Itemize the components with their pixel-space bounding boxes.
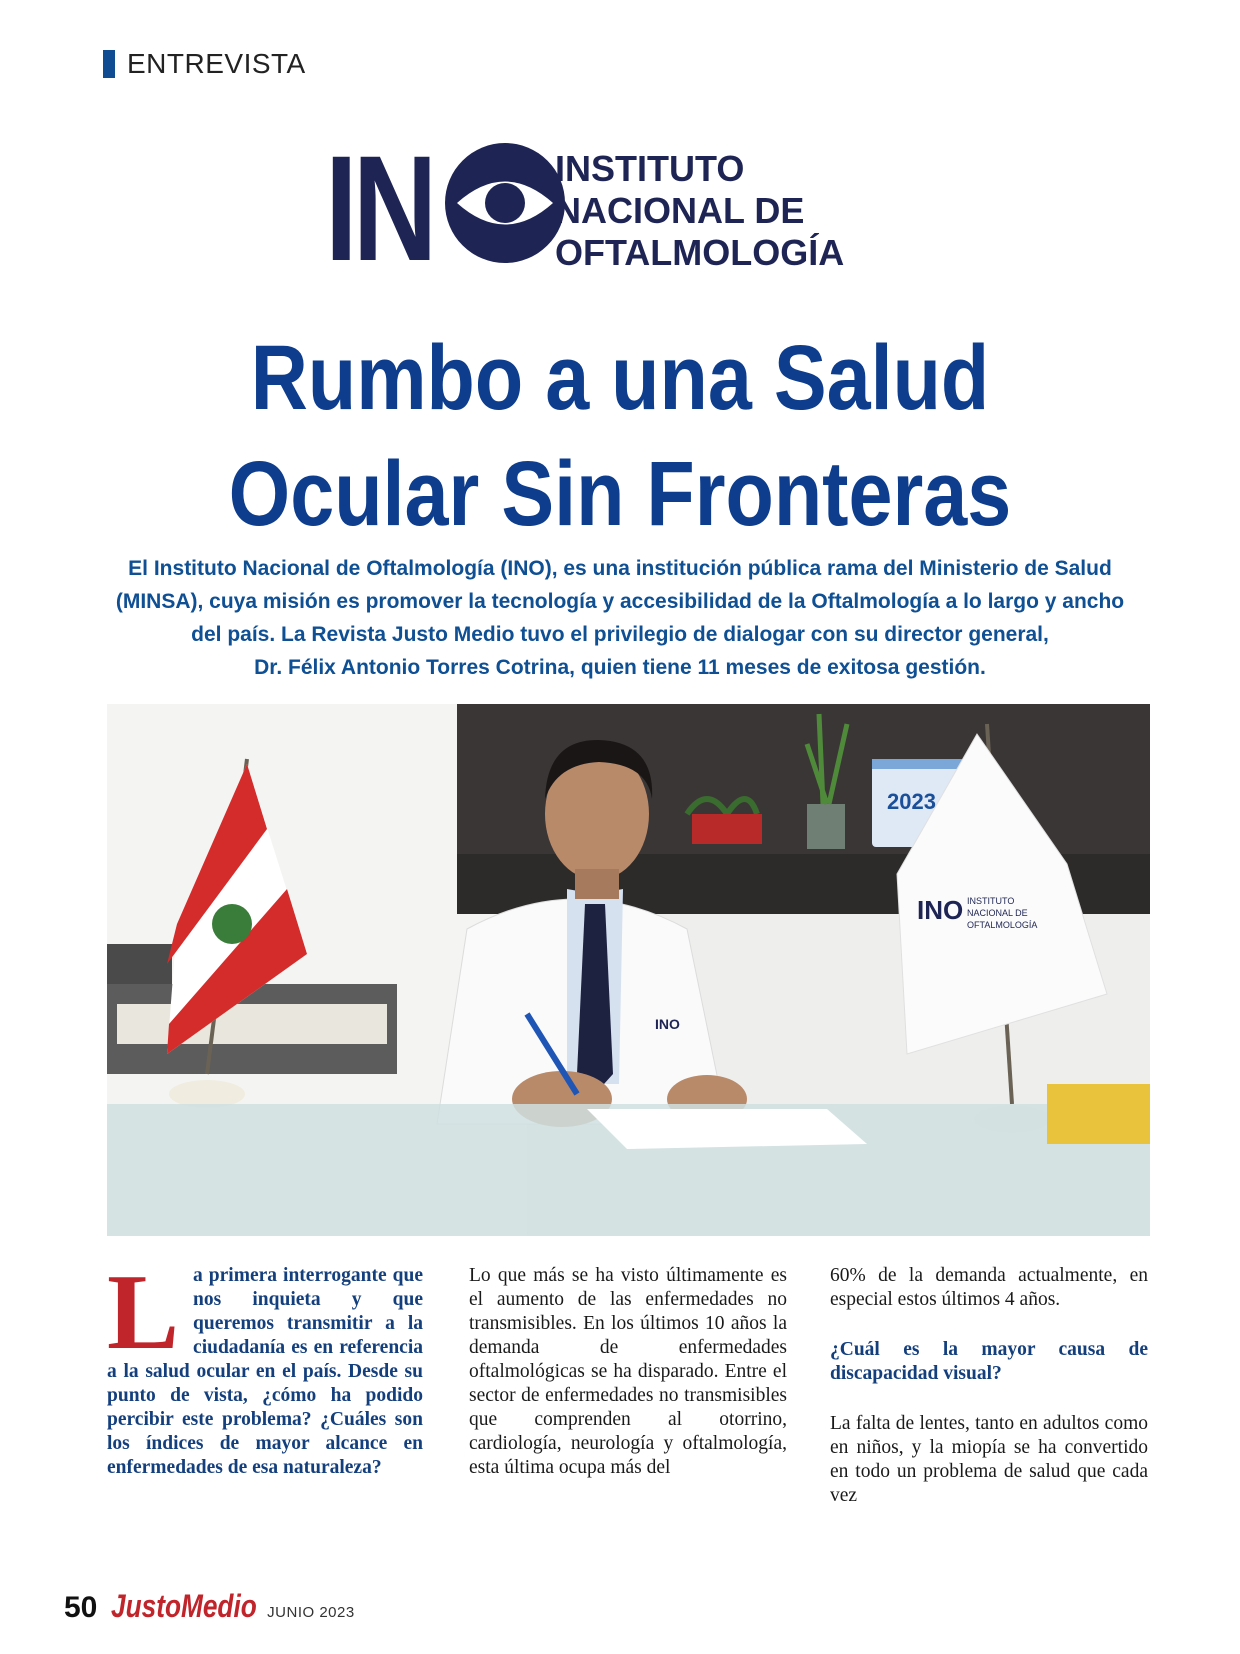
article-column-2	[469, 1264, 787, 1480]
article-column-3	[830, 1264, 1148, 1508]
logo-text	[555, 148, 844, 274]
issue-date: JUNIO 2023	[267, 1604, 355, 1621]
answer-2: La falta de lentes, tanto en adultos como en niños, y la miopía se ha convertido en todo un problema de salud que cada vez	[830, 1413, 1148, 1506]
answer-1: Lo que más se ha visto últimamente es el aumento de las enfermedades no transmisibles. En los últimos 10 años la demanda de enfermedades oftalmológicas se ha disparado. Entre el sector de enfermedades no transmisibles que comprenden al otorrino, cardiología, neurología y oftalmología, esta última ocupa más del	[469, 1265, 787, 1478]
svg-text:INSTITUTO: INSTITUTO	[967, 896, 1015, 906]
photo-illustration	[107, 704, 1150, 1236]
magazine-brand: JustoMedio	[111, 1588, 258, 1624]
svg-text:INO: INO	[917, 895, 964, 925]
logo-line-1: INSTITUTO	[555, 148, 745, 189]
logo-line-3: OFTALMOLOGÍA	[555, 232, 845, 273]
headline	[87, 320, 1153, 552]
drop-cap: L	[107, 1253, 180, 1372]
section-bar	[103, 50, 115, 78]
svg-text:INO: INO	[655, 1016, 680, 1032]
intro-line-4: Dr. Félix Antonio Torres Cotrina, quien tiene 11 meses de exitosa gestión.	[254, 656, 986, 679]
question-1: a primera interrogante que nos inquieta y que queremos transmitir a la ciudadanía es en referencia a la salud ocular en el país. Desde su punto de vista, ¿cómo ha podido percibir este problema? ¿Cuáles son los índices de mayor alcance en enfermedades de esa naturaleza?	[107, 1265, 423, 1478]
svg-text:NACIONAL DE: NACIONAL DE	[967, 908, 1028, 918]
headline-line-2: Ocular Sin Fronteras	[228, 443, 1012, 545]
logo-line-2: NACIONAL DE	[555, 190, 805, 231]
headline-line-1: Rumbo a una Salud	[250, 327, 990, 429]
ino-logo	[325, 124, 885, 292]
director-photo	[107, 704, 1150, 1236]
intro-line-2: (MINSA), cuya misión es promover la tecnología y accesibilidad de la Oftalmología a lo largo y ancho	[115, 590, 1125, 613]
intro-paragraph	[100, 552, 1140, 684]
answer-1-continued: 60% de la demanda actualmente, en especial estos últimos 4 años.	[830, 1265, 1148, 1310]
logo-acronym: IN	[325, 124, 433, 292]
svg-text:OFTALMOLOGÍA: OFTALMOLOGÍA	[967, 920, 1038, 930]
article-column-1	[107, 1253, 423, 1480]
section-label: ENTREVISTA	[127, 48, 306, 79]
intro-line-3: del país. La Revista Justo Medio tuvo el privilegio de dialogar con su director general,	[191, 623, 1049, 646]
question-2: ¿Cuál es la mayor causa de discapacidad visual?	[830, 1339, 1148, 1384]
intro-line-1: El Instituto Nacional de Oftalmología (INO), es una institución pública rama del Ministerio de Salud	[128, 557, 1112, 580]
page-number: 50	[64, 1591, 98, 1624]
page-footer	[64, 1588, 355, 1625]
svg-text:2023: 2023	[887, 789, 936, 814]
section-tag	[103, 48, 306, 80]
